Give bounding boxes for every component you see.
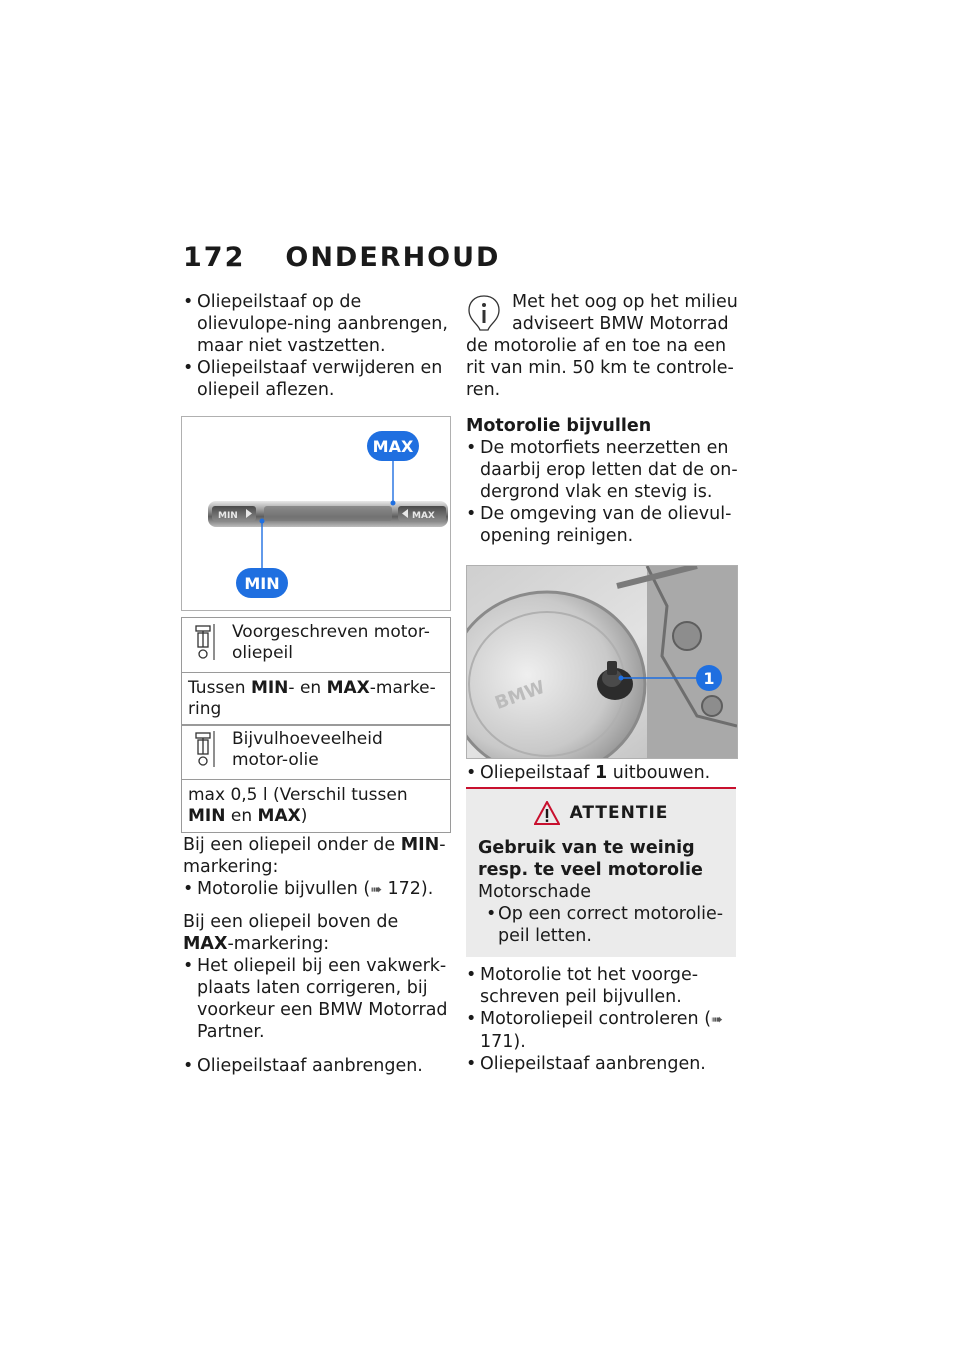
list-item: • Motoroliepeil controleren (➠ 171).	[466, 1008, 738, 1053]
warning-icon	[534, 801, 560, 825]
left-lower-text	[183, 834, 453, 1077]
dipstick-figure	[181, 416, 451, 611]
oil-spec-icon	[188, 622, 232, 668]
list-item: • Oliepeilstaaf aanbrengen.	[466, 1053, 738, 1075]
list-item: • Oliepeilstaaf aanbrengen.	[183, 1055, 453, 1077]
low-level-intro: Bij een oliepeil onder de MIN-markering:	[183, 835, 446, 877]
section-title: Motorolie bijvullen	[466, 416, 652, 436]
attention-consequence: Motorschade	[478, 882, 591, 902]
spec-title: Bijvulhoeveelheid motor-olie	[232, 729, 383, 770]
attention-label: ATTENTIE	[569, 803, 669, 823]
page-ref-link[interactable]: 171).	[480, 1032, 526, 1052]
left-intro	[183, 291, 453, 401]
environment-note	[466, 291, 738, 401]
gauge-min-text: MIN	[218, 511, 238, 521]
list-item: • Oliepeilstaaf op de olievulope-ning aanbrengen, maar niet vastzetten.	[183, 291, 453, 357]
right-section	[466, 415, 738, 547]
page-ref-arrow-icon: ➠	[711, 1012, 723, 1028]
page-number: 172	[183, 242, 246, 273]
max-callout-label: MAX	[372, 437, 414, 456]
spec-refill-amount	[181, 724, 451, 833]
attention-heading: Gebruik van te weinig resp. te veel motorolie	[478, 838, 703, 880]
page-ref-link[interactable]: 172).	[387, 879, 434, 899]
spec-value: max 0,5 l (Verschil tussen MIN en MAX)	[188, 785, 408, 826]
engine-brand-text: BMW	[492, 676, 548, 715]
spec-title: Voorgeschreven motor-oliepeil	[232, 622, 430, 663]
spec-oil-level	[181, 617, 451, 726]
page-header	[183, 242, 500, 273]
list-item: • Oliepeilstaaf 1 uitbouwen.	[466, 762, 738, 784]
callout-1-label: 1	[703, 669, 715, 688]
attention-instruction: • Op een correct motorolie-peil letten.	[478, 903, 724, 947]
page-ref-arrow-icon: ➠	[370, 882, 382, 898]
remove-step	[466, 762, 738, 784]
dipstick-illustration	[182, 417, 450, 610]
list-item: • De motorfiets neerzetten en daarbij erop letten dat de on-dergrond vlak en stevig is.	[466, 437, 738, 503]
attention-box	[466, 787, 736, 957]
list-item: • Motorolie bijvullen (➠ 172).	[183, 878, 453, 901]
page-title: ONDERHOUD	[285, 242, 501, 273]
list-item: • De omgeving van de olievul-opening reinigen.	[466, 503, 738, 547]
oil-spec-icon	[188, 729, 232, 775]
min-callout-label: MIN	[244, 574, 280, 593]
info-icon	[466, 293, 502, 333]
note-text: Met het oog op het milieu adviseert BMW Motorrad de motorolie af en toe na een rit van min. 50 km te controle-ren.	[466, 292, 738, 400]
high-level-intro: Bij een oliepeil boven de MAX-markering:	[183, 912, 399, 954]
engine-photo	[467, 566, 737, 758]
gauge-max-text: MAX	[412, 511, 435, 521]
right-final-steps	[466, 964, 738, 1075]
engine-figure	[466, 565, 738, 759]
list-item: • Motorolie tot het voorge-schreven peil bijvullen.	[466, 964, 738, 1008]
spec-value: Tussen MIN- en MAX-marke-ring	[188, 678, 436, 719]
list-item: • Oliepeilstaaf verwijderen en oliepeil aflezen.	[183, 357, 453, 401]
list-item: • Het oliepeil bij een vakwerk-plaats laten corrigeren, bij voorkeur een BMW Motorrad Partner.	[183, 955, 453, 1043]
attention-header	[478, 801, 724, 825]
